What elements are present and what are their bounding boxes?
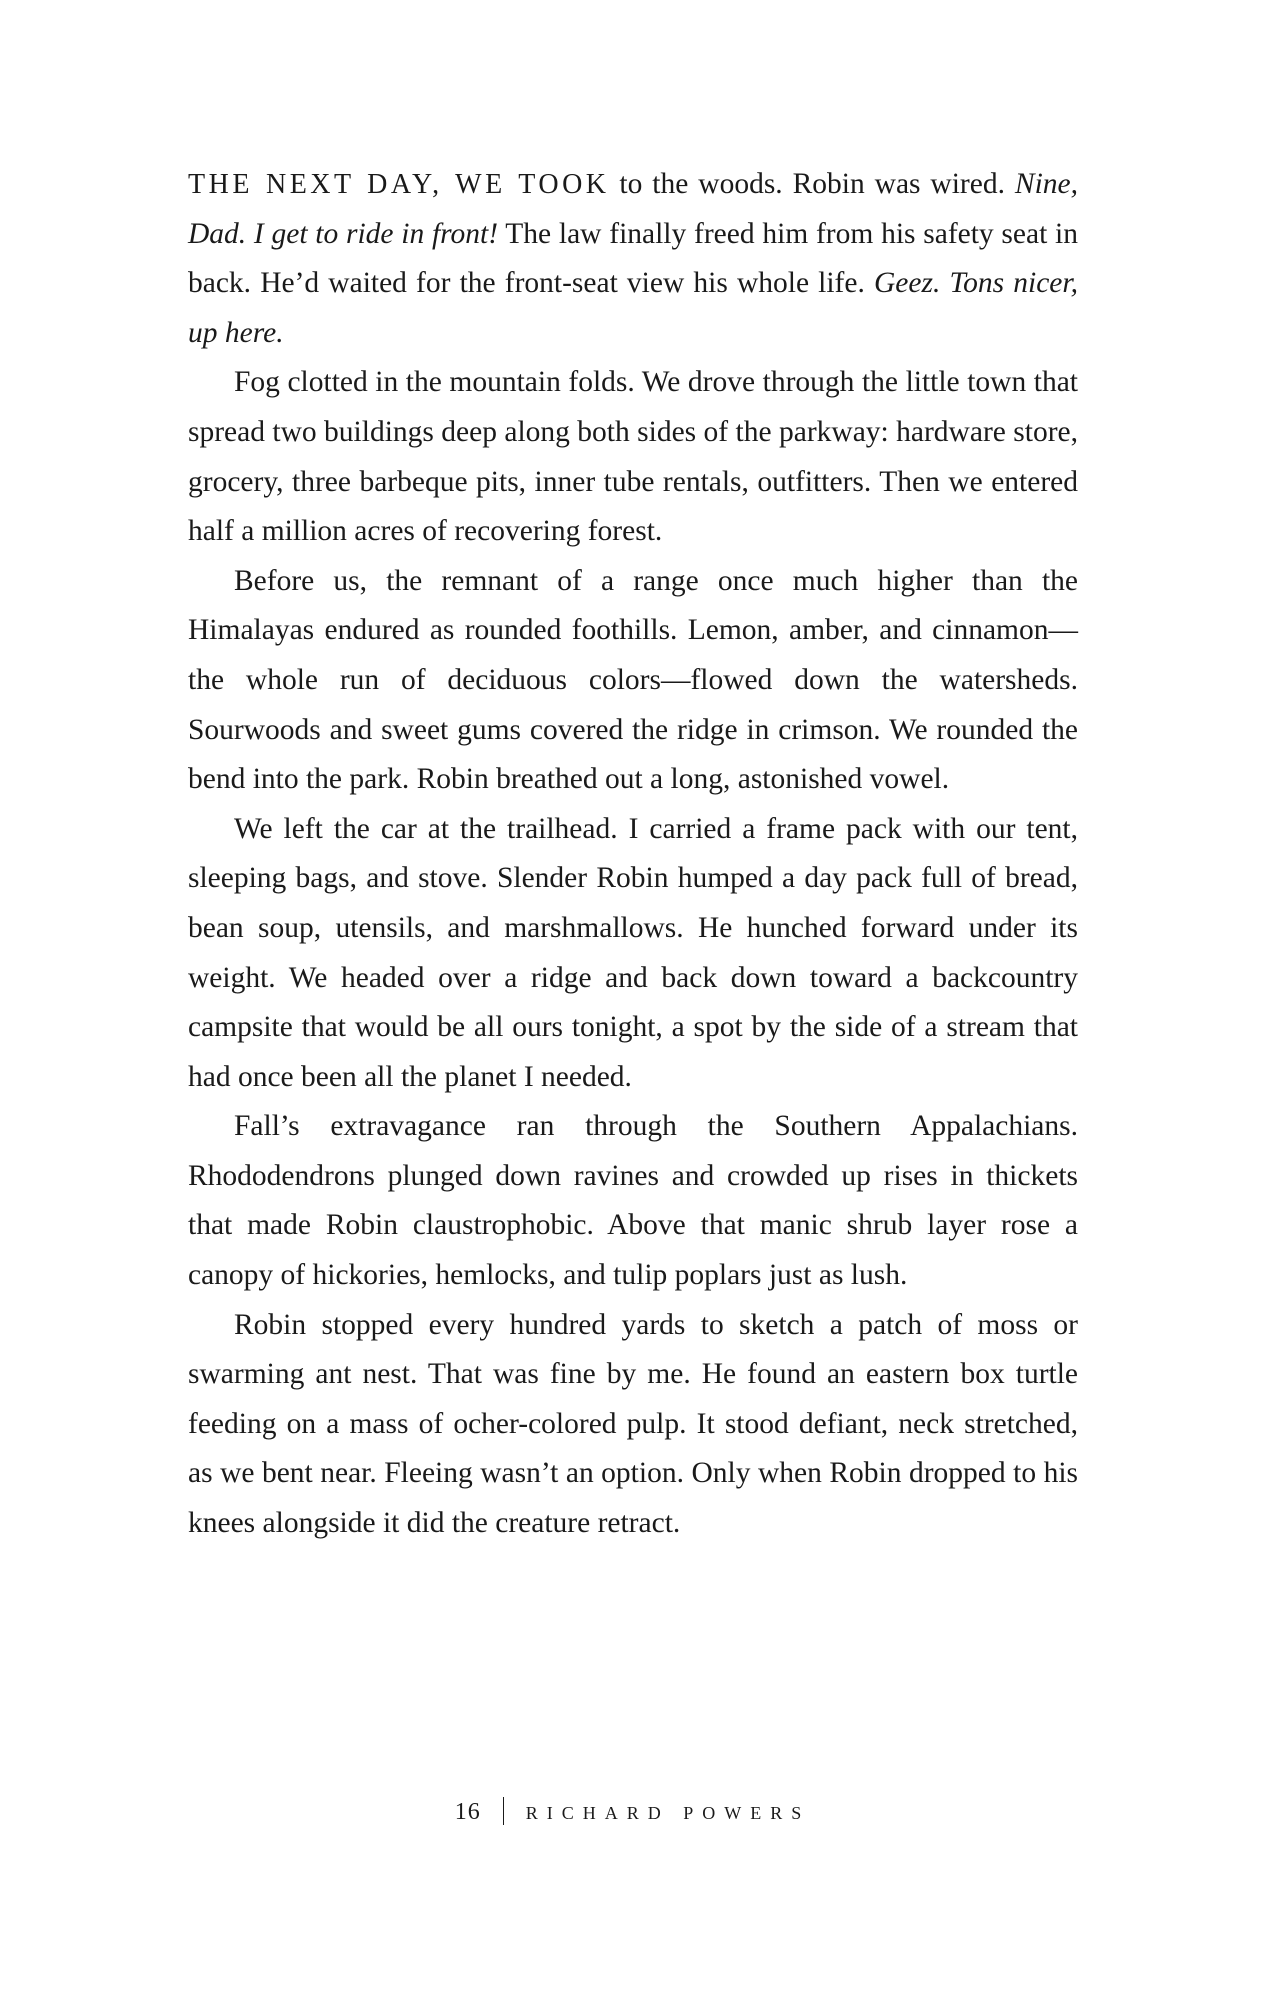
running-footer-author: RICHARD POWERS: [525, 1803, 811, 1823]
paragraph-4: [188, 805, 1078, 1103]
paragraph-3: [188, 557, 1078, 805]
text-segment: Before us, the remnant of a range once much higher than the Himalayas endured as rounded foothills. Lemon, amber, and cinnamon—the whole run of deciduous colors—flowed down the watersheds. Sourwoods and sweet gums covered the ridge in crimson. We rounded the bend into the park. Robin breathed out a long, astonished vowel.: [188, 564, 1078, 796]
text-segment: Fog clotted in the mountain folds. We drove through the little town that spread two buildings deep along both sides of the parkway: hardware store, grocery, three barbeque pits, inner tube rentals, outfitters. Then we entered half a million acres of recovering forest.: [188, 366, 1078, 548]
text-segment: We left the car at the trailhead. I carried a frame pack with our tent, sleeping bags, and stove. Slender Robin humped a day pack full of bread, bean soup, utensils, and marshmallows. He hunched forward under its weight. We headed over a ridge and back down toward a backcountry campsite that would be all ours tonight, a spot by the side of a stream that had once been all the planet I needed.: [188, 812, 1078, 1093]
paragraph-2: [188, 358, 1078, 556]
footer-divider: [503, 1797, 504, 1825]
text-segment: Robin stopped every hundred yards to sketch a patch of moss or swarming ant nest. That was fine by me. He found an eastern box turtle feeding on a mass of ocher-colored pulp. It stood defiant, neck stretched, as we bent near. Fleeing wasn’t an option. Only when Robin dropped to his knees alongside it did the creature retract.: [188, 1308, 1078, 1540]
text-segment: The law finally freed him from his safety seat in back. He’d waited for the front-seat view his whole life.: [188, 217, 1078, 300]
text-segment: to the woods. Robin was wired.: [609, 168, 1015, 200]
page-number: 16: [454, 1799, 481, 1825]
paragraph-1: [188, 160, 1078, 358]
paragraph-5: [188, 1102, 1078, 1300]
body-text: [188, 160, 1078, 1549]
italic-text-segment: Nine, Dad. I get to ride in front!: [188, 168, 1078, 250]
paragraph-6: [188, 1301, 1078, 1549]
chapter-lead-caps: THE NEXT DAY, WE TOOK: [188, 169, 610, 200]
italic-text-segment: Geez. Tons nicer, up here.: [188, 267, 1078, 349]
page-footer: [0, 1797, 1265, 1826]
text-segment: Fall’s extravagance ran through the Southern Appalachians. Rhododendrons plunged down ravines and crowded up rises in thickets that made Robin claustrophobic. Above that manic shrub layer rose a canopy of hickories, hemlocks, and tulip poplars just as lush.: [188, 1110, 1078, 1292]
